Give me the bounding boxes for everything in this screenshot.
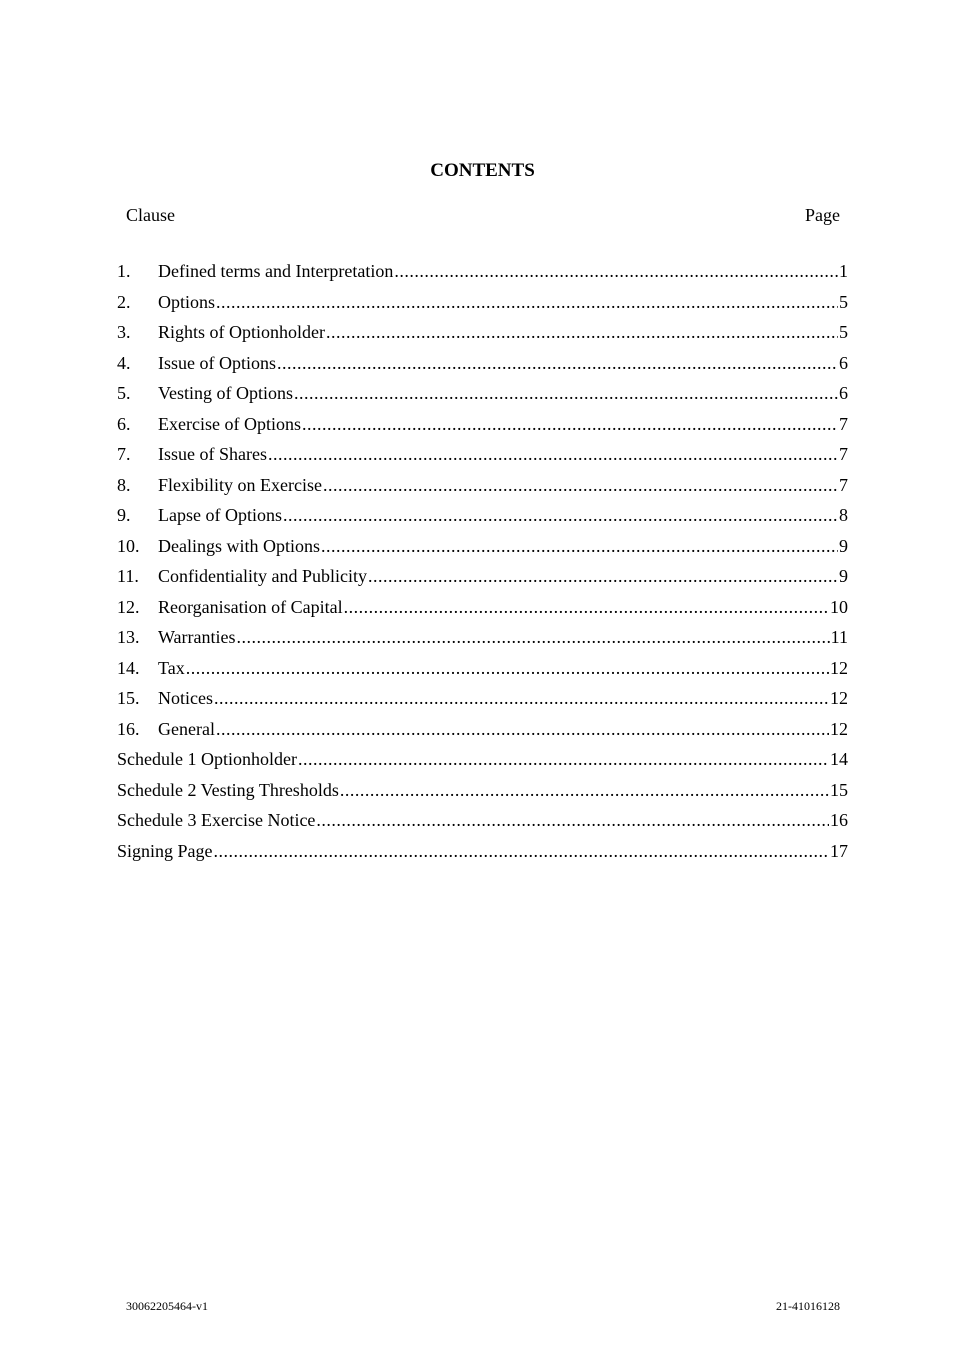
- toc-entry[interactable]: [117, 531, 848, 562]
- toc-entry-number: 10.: [117, 535, 140, 556]
- footer-matter-id: 21-41016128: [776, 1299, 840, 1313]
- toc-entry-number: 15.: [117, 688, 140, 708]
- toc-entry-page: 7: [839, 444, 848, 464]
- toc-entry[interactable]: [117, 592, 848, 623]
- toc-entry-page: 16: [830, 810, 848, 830]
- toc-entry-title: Lapse of Options: [158, 505, 282, 525]
- dot-leader: [302, 409, 838, 440]
- toc-entry-title: Dealings with Options: [158, 535, 320, 556]
- toc-entry-page: 5: [839, 291, 848, 312]
- dot-leader: [277, 348, 838, 379]
- toc-entry-number: 4.: [117, 352, 131, 373]
- toc-entry-page: 9: [839, 535, 848, 556]
- toc-entry-page: 12: [830, 718, 848, 739]
- toc-entry-number: 2.: [117, 291, 131, 312]
- toc-entry-page: 15: [830, 779, 848, 800]
- toc-entry-number: 5.: [117, 383, 131, 403]
- toc-entry-number: 14.: [117, 657, 140, 678]
- toc-entry-page: 12: [830, 688, 848, 708]
- dot-leader: [323, 470, 838, 501]
- dot-leader: [268, 439, 838, 470]
- toc-entry-title: Schedule 2 Vesting Thresholds: [117, 779, 339, 800]
- dot-leader: [316, 805, 829, 836]
- toc-entry-page: 8: [839, 505, 848, 525]
- toc-entry-page: 5: [839, 322, 848, 342]
- toc-entry-number: 8.: [117, 474, 131, 495]
- toc-entry[interactable]: [117, 317, 848, 348]
- dot-leader: [298, 744, 829, 775]
- toc-entry-number: 11.: [117, 566, 139, 586]
- dot-leader: [340, 775, 829, 806]
- toc-entry-number: 7.: [117, 444, 131, 464]
- toc-entry-title: Issue of Shares: [158, 444, 267, 464]
- dot-leader: [237, 622, 830, 653]
- toc-entry-title: Defined terms and Interpretation: [158, 261, 394, 281]
- toc-entry-page: 6: [839, 352, 848, 373]
- toc-entry[interactable]: [117, 378, 848, 409]
- toc-entry-page: 17: [830, 840, 848, 861]
- toc-entry[interactable]: [117, 500, 848, 531]
- dot-leader: [321, 531, 838, 562]
- toc-entry-number: 1.: [117, 261, 131, 281]
- toc-entry-page: 14: [830, 749, 848, 769]
- toc-entry[interactable]: [117, 561, 848, 592]
- toc-entry-page: 12: [830, 657, 848, 678]
- dot-leader: [216, 287, 838, 318]
- toc-entry-title: Tax: [158, 657, 185, 678]
- toc-entry-number: 16.: [117, 718, 140, 739]
- dot-leader: [186, 653, 829, 684]
- toc-entry-title: Schedule 3 Exercise Notice: [117, 810, 316, 830]
- dot-leader: [283, 500, 838, 531]
- table-of-contents: [117, 256, 848, 866]
- toc-entry-title: Warranties: [158, 627, 236, 647]
- toc-entry-number: 13.: [117, 627, 140, 647]
- toc-entry-title: Issue of Options: [158, 352, 276, 373]
- toc-entry-page: 11: [830, 627, 848, 647]
- toc-entry-number: 6.: [117, 413, 131, 434]
- toc-entry-title: Reorganisation of Capital: [158, 596, 343, 617]
- toc-entry[interactable]: [117, 256, 848, 287]
- dot-leader: [394, 256, 838, 287]
- toc-entry[interactable]: [117, 348, 848, 379]
- footer-document-id: 30062205464-v1: [126, 1299, 208, 1313]
- toc-entry-title: Notices: [158, 688, 213, 708]
- toc-entry[interactable]: [117, 714, 848, 745]
- toc-entry-title: Flexibility on Exercise: [158, 474, 322, 495]
- toc-entry-page: 1: [839, 261, 848, 281]
- dot-leader: [368, 561, 838, 592]
- toc-entry-title: Schedule 1 Optionholder: [117, 749, 297, 769]
- toc-entry-number: 9.: [117, 505, 131, 525]
- toc-entry[interactable]: [117, 744, 848, 775]
- toc-entry[interactable]: [117, 683, 848, 714]
- clause-column-header: Clause: [126, 205, 175, 225]
- toc-entry[interactable]: [117, 653, 848, 684]
- toc-entry[interactable]: [117, 470, 848, 501]
- dot-leader: [214, 683, 829, 714]
- toc-entry-title: General: [158, 718, 215, 739]
- toc-entry[interactable]: [117, 287, 848, 318]
- toc-entry-title: Exercise of Options: [158, 413, 301, 434]
- toc-entry-page: 10: [830, 596, 848, 617]
- toc-entry-title: Vesting of Options: [158, 383, 293, 403]
- toc-entry-number: 3.: [117, 322, 131, 342]
- toc-entry[interactable]: [117, 622, 848, 653]
- toc-entry[interactable]: [117, 775, 848, 806]
- toc-entry-title: Options: [158, 291, 216, 312]
- dot-leader: [214, 836, 829, 867]
- toc-entry-title: Signing Page: [117, 840, 213, 861]
- dot-leader: [344, 592, 829, 623]
- toc-entry-number: 12.: [117, 596, 140, 617]
- toc-entry-page: 6: [839, 383, 848, 403]
- dot-leader: [326, 317, 838, 348]
- dot-leader: [294, 378, 838, 409]
- toc-entry[interactable]: [117, 805, 848, 836]
- toc-entry-page: 7: [839, 413, 848, 434]
- toc-entry-title: Confidentiality and Publicity: [158, 566, 367, 586]
- toc-entry[interactable]: [117, 439, 848, 470]
- dot-leader: [216, 714, 829, 745]
- toc-entry-page: 9: [839, 566, 848, 586]
- toc-entry[interactable]: [117, 836, 848, 867]
- toc-entry-title: Rights of Optionholder: [158, 322, 325, 342]
- toc-entry[interactable]: [117, 409, 848, 440]
- toc-entry-page: 7: [839, 474, 848, 495]
- page-column-header: Page: [805, 205, 840, 225]
- page-title: CONTENTS: [430, 160, 535, 181]
